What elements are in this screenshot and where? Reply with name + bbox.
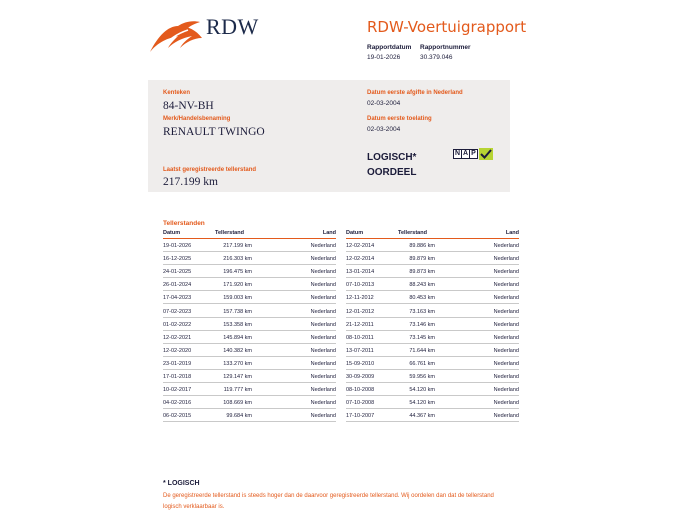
afgifte-label: Datum eerste afgifte in Nederland [367,90,463,96]
cell-land: Nederland [310,373,336,380]
table-row [346,396,519,409]
nap-letter-p: P [469,149,478,159]
cell-land: Nederland [493,347,519,354]
cell-land: Nederland [493,308,519,315]
vehicle-summary-panel [148,80,510,192]
cell-datum: 17-04-2023 [163,295,192,302]
cell-datum: 21-12-2011 [346,321,374,328]
cell-datum: 17-01-2018 [163,373,192,380]
table-row [163,409,336,422]
tellerstanden-table-right [346,230,519,422]
report-number [420,44,471,61]
table-row [346,239,519,252]
cell-datum: 01-02-2022 [163,321,192,328]
cell-land: Nederland [493,387,519,394]
cell-land: Nederland [310,347,336,354]
table-row [163,357,336,370]
brand-name: RDW [206,14,259,39]
cell-datum: 07-10-2008 [346,400,375,407]
cell-stand: 88.243 km [409,282,435,289]
report-date-label: Rapportdatum [367,44,412,51]
cell-stand: 89.873 km [409,269,435,276]
merk-label: Merk/Handelsbenaming [163,116,231,122]
cell-land: Nederland [310,334,336,341]
report-number-value: 30.379.046 [420,54,453,61]
cell-land: Nederland [493,243,519,250]
table-row [163,331,336,344]
cell-land: Nederland [310,360,336,367]
kenteken-label: Kenteken [163,90,191,96]
cell-stand: 140.382 km [223,347,252,354]
cell-datum: 07-02-2023 [163,308,192,315]
cell-datum: 10-02-2017 [163,387,192,394]
cell-stand: 157.738 km [223,308,252,315]
cell-land: Nederland [310,308,336,315]
cell-stand: 159.003 km [223,295,252,302]
table-row [163,304,336,317]
report-date-value: 19-01-2026 [367,54,401,61]
table-row [346,304,519,317]
table-row [346,409,519,422]
merk-value: RENAULT TWINGO [163,126,265,138]
cell-land: Nederland [493,360,519,367]
header-land: Land [322,230,336,236]
table-row [163,252,336,265]
stand-label: Laatst geregistreerde tellerstand [163,167,257,173]
cell-datum: 08-10-2011 [346,334,374,341]
cell-stand: 89.886 km [409,243,435,250]
kenteken-value: 84-NV-BH [163,100,214,112]
verdict-line2: OORDEEL [367,167,417,178]
verdict-line1: LOGISCH* [367,152,417,163]
cell-stand: 73.163 km [409,308,435,315]
cell-land: Nederland [493,321,519,328]
table-row [346,252,519,265]
cell-datum: 16-12-2025 [163,256,192,263]
cell-stand: 99.684 km [226,413,252,420]
cell-stand: 196.475 km [223,269,252,276]
cell-stand: 216.303 km [223,256,252,263]
cell-stand: 133.270 km [223,360,252,367]
cell-land: Nederland [310,243,336,250]
cell-datum: 23-01-2019 [163,360,192,367]
table-row [346,344,519,357]
cell-land: Nederland [493,269,519,276]
cell-stand: 71.644 km [409,347,435,354]
cell-datum: 12-02-2020 [163,347,192,354]
tellerstanden-title: Tellerstanden [163,220,205,227]
cell-datum: 12-01-2012 [346,308,375,315]
table-row [346,291,519,304]
cell-stand: 44.367 km [409,413,435,420]
table-row [163,370,336,383]
table-row [346,357,519,370]
cell-land: Nederland [493,334,519,341]
cell-stand: 108.669 km [223,400,252,407]
cell-land: Nederland [493,400,519,407]
table-row [163,383,336,396]
cell-datum: 12-02-2021 [163,334,192,341]
checkmark-icon [479,148,493,160]
cell-land: Nederland [493,295,519,302]
cell-stand: 153.358 km [223,321,252,328]
cell-land: Nederland [310,400,336,407]
cell-datum: 13-01-2014 [346,269,375,276]
cell-stand: 145.894 km [223,334,252,341]
cell-datum: 26-01-2024 [163,282,192,289]
report-title: RDW-Voertuigrapport [367,18,527,36]
verdict [367,150,416,180]
cell-land: Nederland [493,282,519,289]
toelating-label: Datum eerste toelating [367,116,432,122]
cell-stand: 89.879 km [409,256,435,263]
cell-land: Nederland [493,373,519,380]
header-stand: Tellerstand [215,230,244,236]
table-row [163,318,336,331]
stand-value: 217.199 km [163,176,218,188]
cell-land: Nederland [310,256,336,263]
table-header [163,230,336,239]
table-row [163,239,336,252]
report-date [367,44,411,61]
table-row [163,344,336,357]
cell-datum: 04-02-2016 [163,400,192,407]
cell-land: Nederland [310,269,336,276]
cell-land: Nederland [310,413,336,420]
cell-datum: 12-02-2014 [346,243,375,250]
footnote-text: De geregistreerde tellerstand is steeds hoger dan de daarvoor geregistreerde tellerstand. Wij oordelen dan dat de tellerstand logisch verklaarbaar is. [163,493,494,510]
table-row [346,265,519,278]
cell-datum: 15-09-2010 [346,360,375,367]
table-row [346,278,519,291]
table-row [346,331,519,344]
cell-land: Nederland [310,295,336,302]
cell-datum: 06-02-2015 [163,413,192,420]
cell-datum: 08-10-2008 [346,387,375,394]
cell-datum: 30-09-2009 [346,373,375,380]
cell-stand: 73.146 km [409,321,435,328]
cell-stand: 54.120 km [409,400,435,407]
report-number-label: Rapportnummer [420,44,471,51]
cell-stand: 119.777 km [223,387,252,394]
table-row [163,265,336,278]
rdw-logo-icon [148,18,204,54]
cell-land: Nederland [310,282,336,289]
cell-datum: 17-10-2007 [346,413,375,420]
cell-datum: 19-01-2026 [163,243,192,250]
toelating-value: 02-03-2004 [367,126,401,133]
nap-letter-a: A [462,150,469,157]
afgifte-value: 02-03-2004 [367,100,401,107]
cell-stand: 217.199 km [223,243,252,250]
header-datum: Datum [163,230,181,236]
nap-letter-n: N [454,150,461,157]
cell-land: Nederland [310,321,336,328]
cell-datum: 13-07-2011 [346,347,374,354]
tellerstanden-table-left [163,230,336,422]
cell-stand: 66.761 km [409,360,435,367]
table-row [346,370,519,383]
cell-datum: 07-10-2013 [346,282,375,289]
footnote-title: * LOGISCH [163,480,200,487]
cell-stand: 171.920 km [223,282,252,289]
nap-logo [453,148,493,160]
table-header [346,230,519,239]
table-row [346,318,519,331]
cell-stand: 54.120 km [409,387,435,394]
cell-stand: 80.453 km [409,295,435,302]
header-land: Land [505,230,519,236]
cell-stand: 129.147 km [223,373,252,380]
header-stand: Tellerstand [398,230,427,236]
cell-stand: 59.956 km [409,373,435,380]
table-row [346,383,519,396]
table-row [163,291,336,304]
table-row [163,278,336,291]
cell-land: Nederland [310,387,336,394]
header-datum: Datum [346,230,364,236]
cell-land: Nederland [493,256,519,263]
cell-land: Nederland [493,413,519,420]
cell-stand: 73.145 km [409,334,435,341]
cell-datum: 12-11-2012 [346,295,374,302]
cell-datum: 12-02-2014 [346,256,375,263]
cell-datum: 24-01-2025 [163,269,192,276]
table-row [163,396,336,409]
